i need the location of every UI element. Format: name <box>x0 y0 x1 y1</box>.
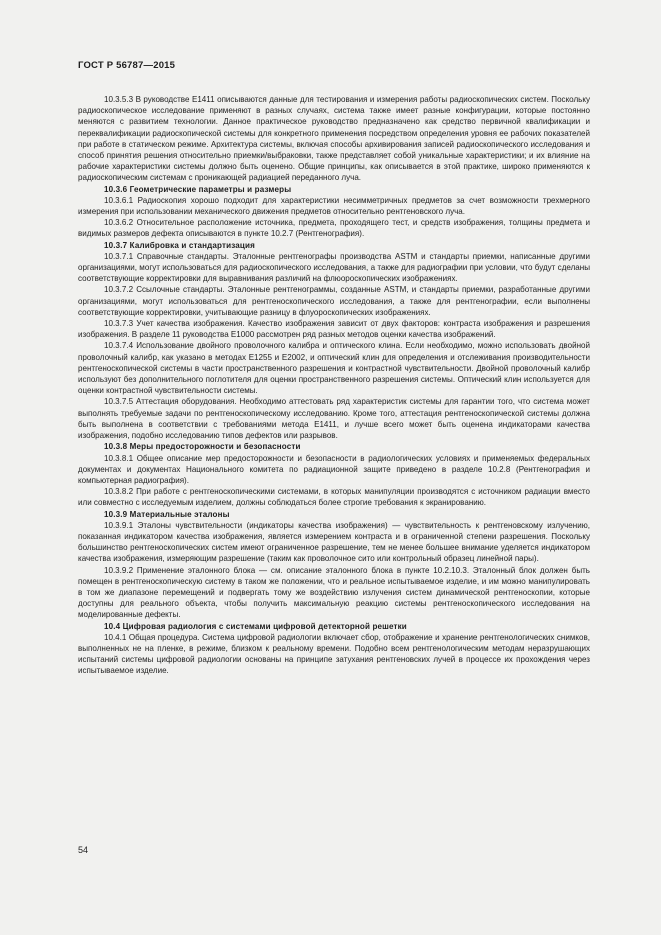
body-paragraph: 10.3.7.3 Учет качества изображения. Качество изображения зависит от двух факторов: контраста изображения и разрешения изображения. В разделе 11 руководства E1000 рассмотрен ряд разных методов оценки качества изображений. <box>78 319 590 340</box>
body-paragraph: 10.3.9.2 Применение эталонного блока — см. описание эталонного блока в пункте 10.2.10.3. Эталонный блок должен быть помещен в рентгеноскопическую систему в таком же положении, что и реальное испытываемое изделие, и им можно манипулировать в том же диапазоне перемещений и подвергать тому же воздействию излучения систем динамической рентгеноскопии, которые доступны для реального объекта, чтобы получить максимальную реакцию системы рентгеноскопического исследования на моделированные дефекты. <box>78 565 590 620</box>
page-number: 54 <box>78 845 89 855</box>
body-paragraph: 10.3.8.2 При работе с рентгеноскопическими системами, в которых манипуляции производятся с источником радиации вместо или совместно с исследуемым изделием, должны соблюдаться более строгие требования к экранированию. <box>78 487 590 508</box>
body-paragraph: 10.3.7.2 Ссылочные стандарты. Эталонные рентгенограммы, созданные ASTM, и стандарты приемки, разработанные другими организациями, могут использоваться для рентгеноскопического исследования, а также для рентгенографии, если выполнены соответствующие корректировки, учитывающие разницу в флуороскопических изображениях. <box>78 285 590 317</box>
body-paragraph: 10.3.6.1 Радиоскопия хорошо подходит для характеристики несимметричных предметов за счет возможности трехмерного измерения при использовании механического движения предметов относительно рентгеновского луча. <box>78 195 590 217</box>
body-paragraph: 10.3.7.1 Справочные стандарты. Эталонные рентгенографы производства ASTM и стандарты приемки, написанные другими организациями, могут использоваться для радиоскопического исследования, а также для радиографии при условии, что будут сделаны соответствующие корректировки для выравнивания различий на флюороскопических изображениях. <box>78 251 590 284</box>
body-paragraph: 10.4.1 Общая процедура. Система цифровой радиологии включает сбор, отображение и хранение рентгенологических снимков, выполненных не на пленке, в режиме, близком к реальному времени. Подобно всем рентгенологическим методам неразрушающих испытаний системы цифровой радиологии основаны на принципе затухания рентгеновских лучей в процессе их прохождения через испытываемое изделие. <box>78 632 590 676</box>
body-paragraph: 10.3.7.5 Аттестация оборудования. Необходимо аттестовать ряд характеристик системы для гарантии того, что система может выполнять требуемые задачи по рентгеноскопическому исследованию. Кроме того, аттестация рентгеноскопической системы должна быть выполнена в соответствии с требованиями метода E1411, и лучше всего может быть оценена индикаторами качества изображения, подобно исследованию типов дефектов или разрывов. <box>78 397 590 441</box>
standard-header: ГОСТ Р 56787—2015 <box>78 60 176 71</box>
section-heading: 10.3.9 Материальные эталоны <box>104 509 230 519</box>
section-heading: 10.3.6 Геометрические параметры и размеры <box>104 184 292 194</box>
section-heading: 10.3.7 Калибровка и стандартизация <box>104 240 255 250</box>
body-paragraph: 10.3.8.1 Общее описание мер предосторожности и безопасности в радиологических условиях и применяемых федеральных документах и документах Национального комитета по радиационной защите приведено в разделе 10.2.8 (Рентгенография и компьютерная радиография). <box>78 453 590 485</box>
body-paragraph: 10.3.7.4 Использование двойного проволочного калибра и оптического клина. Если необходимо, можно использовать двойной проволочный калибр, как указано в методах E1255 и E2002, и оптический клин для определения и отслеживания производительности рентгеноскопической системы в части пространственного разрешения и контрастной чувствительности. Двойной проволочный калибр используют без дополнительного поглотителя для оценки пространственного разрешения системы. Оптический клин используется для оценки контрастной чувствительности системы. <box>78 341 590 396</box>
section-heading: 10.3.8 Меры предосторожности и безопасности <box>104 442 301 452</box>
section-heading: 10.4 Цифровая радиология с системами цифровой детекторной решетки <box>104 621 407 631</box>
document-body <box>78 94 590 677</box>
body-paragraph: 10.3.5.3 В руководстве E1411 описываются данные для тестирования и измерения работы радиоскопических систем. Поскольку радиоскопическое исследование применяют в разных случаях, система также имеет разные конфигурации, которые постоянно меняются с развитием технологии. Данное практическое руководство предназначено как средство первичной квалификации и переквалификации радиоскопической системы для конкретного применения посредством определения уровня ее рабочих показателей при работе в статическом режиме. Архитектура системы, включая способы архивирования записей радиоскопического исследования и способ принятия решения относительно приемки/выбраковки, также представляет собой уникальные характеристики; и их влияние на рабочие характеристики системы должно быть оценено. Общие принципы, как описывается в этой практике, широко применяются к радиоскопическим системам с проникающей радиацией переданного луча. <box>78 95 590 183</box>
body-paragraph: 10.3.6.2 Относительное расположение источника, предмета, проходящего тест, и средств изображения, толщины предмета и видимых размеров дефекта описываются в пункте 10.2.7 (Рентгенография). <box>78 218 590 239</box>
body-paragraph: 10.3.9.1 Эталоны чувствительности (индикаторы качества изображения) — чувствительность к рентгеновскому излучению, показанная индикатором качества изображения, является измерением контраста и в ограниченной степени разрешения. Поскольку большинство рентгеноскопических систем имеют ограниченное разрешение, тем не менее большее внимание уделяется индикатором качества изображения, измеряющим разрешение (таким как проволочное сито или контрольный образец линейной пары). <box>78 520 590 564</box>
